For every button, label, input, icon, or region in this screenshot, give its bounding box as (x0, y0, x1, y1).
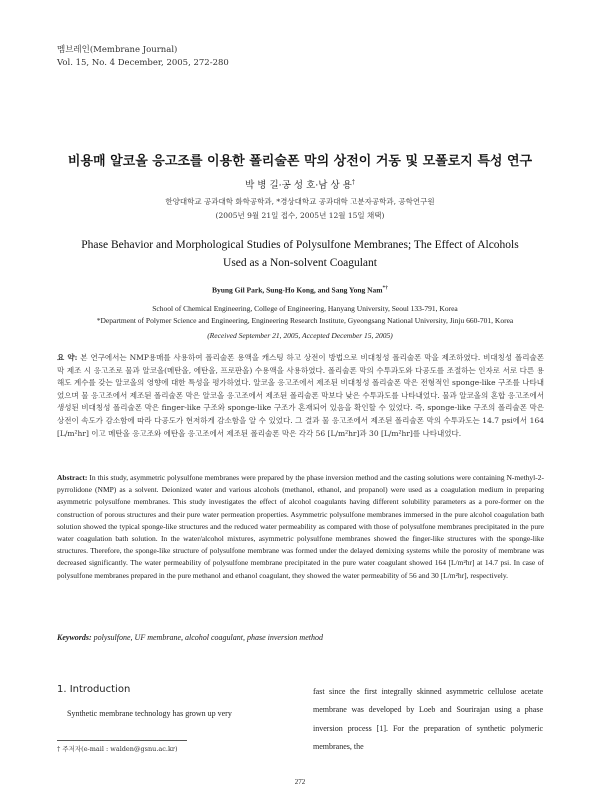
abstract-korean-label: 요 약: (57, 353, 78, 362)
authors-english-mark: *† (382, 285, 389, 291)
journal-name: 멤브레인(Membrane Journal) (57, 45, 178, 55)
abstract-korean (57, 352, 544, 440)
intro-right-column: fast since the first integrally skinned asymmetric cellulose acetate membrane was developed by Loeb and Sourirajan using a phase inversion process [1]. For the preparation of synthetic polymeric membranes, the (313, 687, 543, 751)
abstract-english (57, 472, 544, 582)
received-korean: (2005년 9월 21일 접수, 2005년 12월 15일 채택) (215, 211, 385, 220)
affiliation-english-block (50, 303, 560, 327)
received-english: (Received September 21, 2005, Accepted December 15, 2005) (207, 331, 393, 340)
authors-korean-names: 박 병 길·공 성 호·남 상 용 (245, 180, 352, 191)
keywords-line (57, 633, 544, 642)
section-heading-introduction: 1. Introduction (57, 684, 131, 695)
authors-english (0, 285, 600, 295)
abstract-english-text: In this study, asymmetric polysulfone membranes were prepared by the phase inversion method and the casting solutions were containing N-methyl-2-pyrrolidone (NMP) as a solvent. Deionized water and various alcohols (methanol, ethanol, and propanol) were used as a coagulation medium in preparing asymmetric polysulfone membranes. This study investigates the effect of alcohol coagulants having different solubility parameters as a pore-former on the construction of porous structures and their pure water permeation properties. Asymmetric polysulfone membranes immersed in the pure alcohol coagulation bath solution showed the typical sponge-like structures and the reduced water permeability as compared with those of polysulfone membranes precipitated in the pure water coagulation bath solution. In the water/alcohol mixtures, asymmetric polysulfone membranes showed the finger-like structures with the sponge-like structures. Therefore, the sponge-like structure of polysulfone membrane was formed under the delayed demixing systems while the porosity of membrane was decreased significantly. The water permeability of polysulfone membrane precipitated in the pure water coagulant showed 164 [L/m²hr] at 14.7 psi. In case of polysulfone membranes prepared in the pure methanol and ethanol coagulant, they showed the water permeability of 56 and 30 [L/m²hr], respectively. (57, 473, 544, 580)
journal-header (57, 44, 229, 70)
intro-left-column: Synthetic membrane technology has grown up very (67, 709, 232, 718)
affiliation-english-2: *Department of Polymer Science and Engineering, Engineering Research Institute, Gyeongsang National University, Jinju 660-701, Korea (96, 316, 514, 325)
footnote-corresponding-author: † 주저자(e-mail : walden@gsnu.ac.kr) (57, 745, 178, 753)
keywords-text: polysulfone, UF membrane, alcohol coagulant, phase inversion method (93, 633, 323, 642)
journal-issue: Vol. 15, No. 4 December, 2005, 272-280 (57, 58, 229, 68)
title-korean: 비용매 알코올 응고조를 이용한 폴리술폰 막의 상전이 거동 및 모폴로지 특성 연구 (67, 154, 533, 169)
keywords-label: Keywords: (57, 633, 92, 642)
footnote-divider (57, 740, 187, 741)
abstract-korean-text: 본 연구에서는 NMP용매를 사용하여 폴리술폰 용액을 캐스팅 하고 상전이 방법으로 비대칭성 폴리술폰 막을 제조하였다. 비대칭성 폴리술폰 막 제조 시 응고조로 물과 알코올(메탄올, 에탄올, 프로판올) 수용액을 사용하였다. 폴리술폰 막의 수투과도와 다공도를 조절하는 인자로 서로 다른 용해도 계수를 갖는 알코올의 영향에 대한 특성을 평가하였다. 알코올 응고조에서 제조된 비대칭성 폴리술폰 막은 전형적인 sponge-like 구조를 나타내었으며 물 응고조에서 제조된 폴리술폰 막은 알코올 응고조에서 제조된 폴리술폰 막보다 낮은 수투과도를 나타내었다. 물과 알코올의 혼합 응고조에서 생성된 비대칭성 폴리술폰 막은 finger-like 구조와 sponge-like 구조가 혼재되어 있음을 확인할 수 있었다. 즉, sponge-like 구조의 폴리술폰 막은 상전이 속도가 감소함에 따라 다공도가 현저하게 감소함을 알 수 있었다. 그 결과 물 응고조에서 제조된 폴리술폰 막의 수투과도는 14.7 psi에서 164 [L/m²hr] 이고 메탄올 응고조와 에탄올 응고조에서 제조된 폴리술폰 막은 각각 56 [L/m²hr]과 30 [L/m²hr]를 나타내었다. (57, 353, 544, 438)
title-english-line-2: Used as a Non-solvent Coagulant (223, 257, 377, 269)
affiliation-korean: 한양대학교 공과대학 화학공학과, *경상대학교 공과대학 고분자공학과, 공학연구원 (165, 197, 435, 206)
title-english (60, 236, 540, 272)
affiliation-korean-block (0, 195, 600, 223)
affiliation-english-1: School of Chemical Engineering, College of Engineering, Hanyang University, Seoul 133-791, Korea (152, 304, 458, 313)
authors-korean-mark: † (351, 178, 355, 186)
authors-korean (0, 177, 600, 191)
title-english-line-1: Phase Behavior and Morphological Studies of Polysulfone Membranes; The Effect of Alcohols (81, 239, 519, 251)
authors-english-names: Byung Gil Park, Sung-Ho Kong, and Sang Yong Nam (211, 285, 383, 295)
abstract-english-label: Abstract: (57, 473, 88, 482)
page-number: 272 (294, 778, 306, 786)
